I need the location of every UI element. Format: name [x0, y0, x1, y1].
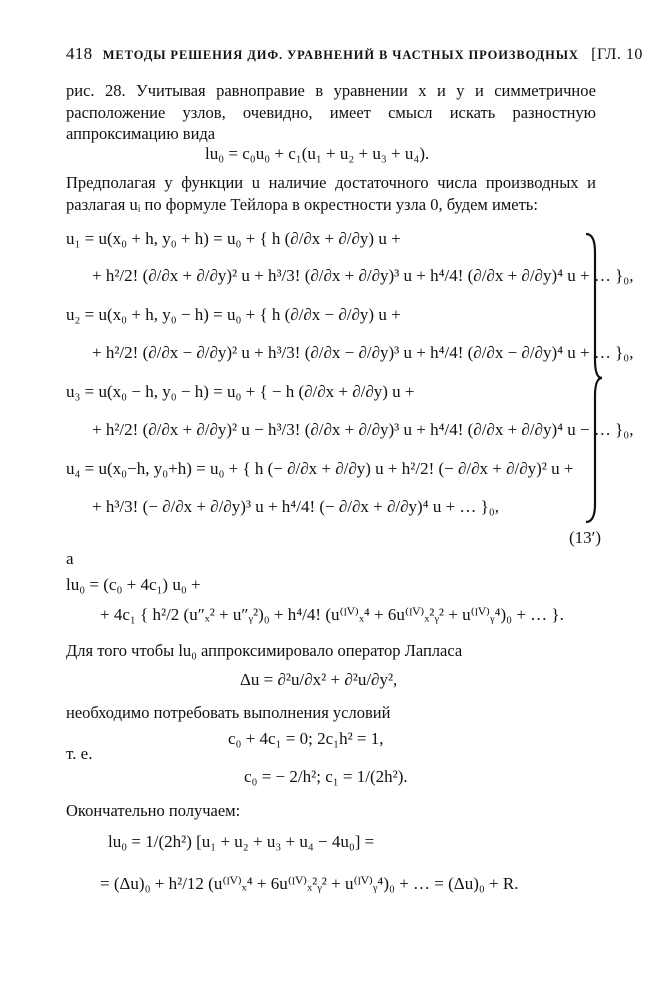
paragraph-intro: рис. 28. Учитывая равноправие в уравнении x и y и симметричное расположение узлов, очевидно, имеет смысл искать разностную аппроксимацию вида [66, 81, 596, 143]
lu0-expansion-line2: + 4c₁ { h²/2 (u″ₓ² + u″ᵧ²)₀ + h⁴/4! (u⁽ᴵⱽ⁾ₓ⁴ + 6u⁽ᴵⱽ⁾ₓ²ᵧ² + u⁽ᴵⱽ⁾ᵧ⁴)₀ + … }. [100, 605, 564, 624]
paragraph-laplace: Для того чтобы lu₀ аппроксимировало оператор Лапласа [66, 641, 463, 660]
taylor-u2-line1: u₂ = u(x₀ + h, y₀ − h) = u₀ + { h (∂/∂x − ∂/∂y) u + [66, 305, 401, 324]
running-header [66, 44, 643, 64]
taylor-u2-line2: + h²/2! (∂/∂x − ∂/∂y)² u + h³/3! (∂/∂x − ∂/∂y)³ u + h⁴/4! (∂/∂x − ∂/∂y)⁴ u + … }₀, [92, 343, 634, 362]
equation-tag: (13′) [568, 528, 601, 547]
taylor-u3-line1: u₃ = u(x₀ − h, y₀ − h) = u₀ + { − h (∂/∂x + ∂/∂y) u + [66, 382, 415, 401]
final-formula-line2: = (Δu)₀ + h²/12 (u⁽ᴵⱽ⁾ₓ⁴ + 6u⁽ᴵⱽ⁾ₓ²ᵧ² + u⁽ᴵⱽ⁾ᵧ⁴)₀ + … = (Δu)₀ + R. [100, 874, 519, 893]
word-te: т. е. [66, 744, 93, 763]
taylor-u1-line1: u₁ = u(x₀ + h, y₀ + h) = u₀ + { h (∂/∂x + ∂/∂y) u + [66, 229, 401, 248]
taylor-u4-line2: + h³/3! (− ∂/∂x + ∂/∂y)³ u + h⁴/4! (− ∂/∂x + ∂/∂y)⁴ u + … }₀, [92, 497, 500, 516]
paragraph-taylor: Предполагая у функции u наличие достаточного числа производных и разлагая uᵢ по формуле Тейлора в окрестности узла 0, будем иметь: [66, 173, 596, 214]
conditions-equation: c₀ + 4c₁ = 0; 2c₁h² = 1, [228, 729, 384, 748]
running-title: МЕТОДЫ РЕШЕНИЯ ДИФ. УРАВНЕНИЙ В ЧАСТНЫХ ПРОИЗВОДНЫХ [102, 48, 579, 62]
page-number: 418 [66, 44, 93, 63]
paragraph-conditions: необходимо потребовать выполнения условий [66, 703, 391, 722]
solution-coefficients: c₀ = − 2/h²; c₁ = 1/(2h²). [244, 767, 408, 786]
chapter-ref: [ГЛ. 10 [591, 46, 643, 63]
final-formula-line1: lu₀ = 1/(2h²) [u₁ + u₂ + u₃ + u₄ − 4u₀] = [108, 832, 375, 851]
equation-approximation: lu₀ = c₀u₀ + c₁(u₁ + u₂ + u₃ + u₄). [205, 144, 430, 163]
lu0-expansion-line1: lu₀ = (c₀ + 4c₁) u₀ + [66, 575, 201, 594]
taylor-u1-line2: + h²/2! (∂/∂x + ∂/∂y)² u + h³/3! (∂/∂x + ∂/∂y)³ u + h⁴/4! (∂/∂x + ∂/∂y)⁴ u + … }₀, [92, 266, 634, 285]
laplace-operator: Δu = ∂²u/∂x² + ∂²u/∂y², [240, 670, 398, 689]
paragraph-result: Окончательно получаем: [66, 801, 241, 820]
right-brace-symbol [584, 232, 604, 524]
word-a: а [66, 549, 74, 568]
taylor-u4-line1: u₄ = u(x₀−h, y₀+h) = u₀ + { h (− ∂/∂x + ∂/∂y) u + h²/2! (− ∂/∂x + ∂/∂y)² u + [66, 459, 574, 478]
taylor-u3-line2: + h²/2! (∂/∂x + ∂/∂y)² u − h³/3! (∂/∂x + ∂/∂y)³ u + h⁴/4! (∂/∂x + ∂/∂y)⁴ u − … }₀, [92, 420, 634, 439]
